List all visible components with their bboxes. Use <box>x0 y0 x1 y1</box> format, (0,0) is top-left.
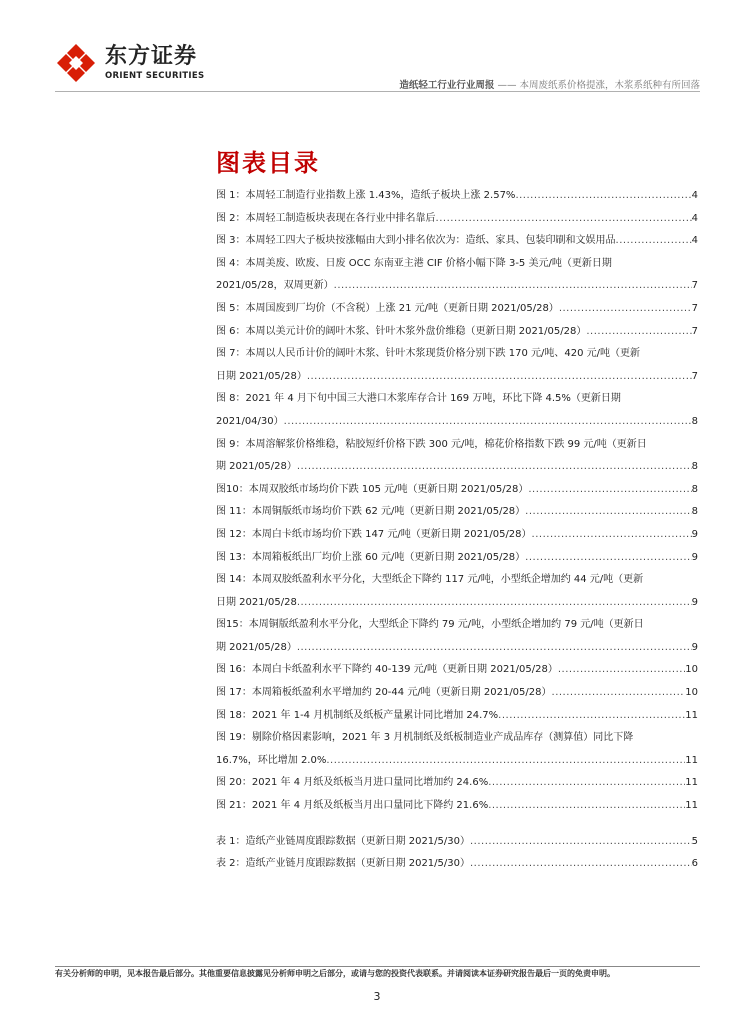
toc-leader-dots <box>515 185 691 208</box>
toc-leader-dots <box>436 208 692 231</box>
toc-leader-dots <box>498 705 685 728</box>
toc-entry-text: 图 16：本周白卡纸盈利水平下降约 40-139 元/吨（更新日期 2021/05/28） <box>216 664 558 676</box>
toc-entry-text: 图 5：本周国废到厂均价（不含税）上涨 21 元/吨（更新日期 2021/05/28） <box>216 302 559 314</box>
toc-entry-text: 表 1：造纸产业链周度跟踪数据（更新日期 2021/5/30） <box>216 835 470 847</box>
toc-entry-text: 图 20：2021 年 4 月纸及纸板当月进口量同比增加约 24.6% <box>216 777 489 789</box>
toc-leader-dots <box>470 853 692 876</box>
figure-list <box>216 185 698 818</box>
toc-entry[interactable] <box>216 524 698 547</box>
toc-entry-text: 图 21：2021 年 4 月纸及纸板当月出口量同比下降约 21.6% <box>216 800 489 812</box>
toc-entry[interactable] <box>216 434 698 479</box>
toc-leader-dots <box>334 275 692 298</box>
table-list <box>216 831 698 876</box>
toc-entry-text: 图 17：本周箱板纸盈利水平增加约 20-44 元/吨（更新日期 2021/05/28） <box>216 687 552 699</box>
toc-page-number: 10 <box>685 687 698 699</box>
toc-entry-line2: 期 2021/05/28） <box>216 461 297 473</box>
report-type: 造纸轻工行业行业周报 <box>399 80 495 91</box>
toc-page-number: 5 <box>691 835 698 847</box>
toc-entry[interactable] <box>216 547 698 570</box>
toc-page-number: 7 <box>691 302 698 314</box>
toc-entry-line2: 日期 2021/05/28 <box>216 596 297 608</box>
toc-leader-dots <box>297 592 692 615</box>
toc-entry-text: 图 12：本周白卡纸市场均价下跌 147 元/吨（更新日期 2021/05/28） <box>216 528 532 540</box>
toc-entry[interactable] <box>216 208 698 231</box>
toc-entry-line1: 图 9：本周溶解浆价格维稳，粘胶短纤价格下跌 300 元/吨，棉花价格指数下跌 99 元/吨（更新日 <box>216 438 647 450</box>
toc-entry-text: 图 18：2021 年 1-4 月机制纸及纸板产量累计同比增加 24.7% <box>216 709 499 721</box>
toc-page-number: 7 <box>691 280 698 292</box>
toc-entry[interactable] <box>216 185 698 208</box>
toc-leader-dots <box>488 795 685 818</box>
toc-entry[interactable] <box>216 388 698 433</box>
toc-entry-line1: 图 4：本周美废、欧废、日废 OCC 东南亚主港 CIF 价格小幅下降 3-5 美元/吨（更新日期 <box>216 257 612 269</box>
toc-entry[interactable] <box>216 569 698 614</box>
toc-leader-dots <box>558 659 685 682</box>
section-gap <box>216 818 698 831</box>
toc-entry[interactable] <box>216 727 698 772</box>
toc-page-number: 11 <box>685 754 698 766</box>
toc-page-number: 8 <box>691 483 698 495</box>
toc-entry-line1: 图 7：本周以人民币计价的阔叶木浆、针叶木浆现货价格分别下跌 170 元/吨、420 元/吨（更新 <box>216 348 640 360</box>
logo-chinese-name: 东方证券 <box>105 44 198 69</box>
toc-leader-dots <box>525 501 691 524</box>
toc-entry[interactable] <box>216 705 698 728</box>
toc-entry-line2: 2021/04/30） <box>216 415 284 427</box>
toc-entry-line2: 期 2021/05/28） <box>216 641 297 653</box>
page-number: 3 <box>373 990 381 1003</box>
toc-entry-line1: 图 14：本周双胶纸盈利水平分化，大型纸企下降约 117 元/吨，小型纸企增加约 44 元/吨（更新 <box>216 574 644 586</box>
toc-entry-line1: 图 8：2021 年 4 月下旬中国三大港口木浆库存合计 169 万吨，环比下降 4.5%（更新日期 <box>216 393 621 405</box>
toc-entry[interactable] <box>216 230 698 253</box>
toc-entry-line2: 16.7%，环比增加 2.0% <box>216 754 327 766</box>
toc-leader-dots <box>586 321 691 344</box>
toc-leader-dots <box>559 298 692 321</box>
toc-page-number: 9 <box>691 641 698 653</box>
toc-entry-text: 图 6：本周以美元计价的阔叶木浆、针叶木浆外盘价维稳（更新日期 2021/05/28） <box>216 325 587 337</box>
toc-page-number: 8 <box>691 506 698 518</box>
toc-entry-text: 图 2：本周轻工制造板块表现在各行业中排名靠后 <box>216 212 436 224</box>
toc-entry-line2: 2021/05/28，双周更新） <box>216 280 334 292</box>
toc-leader-dots <box>528 479 691 502</box>
toc-page-number: 11 <box>685 709 698 721</box>
toc-leader-dots <box>470 831 692 854</box>
toc-entry[interactable] <box>216 321 698 344</box>
report-subtitle: —— 本周废纸系价格提涨，木浆系纸种有所回落 <box>497 80 700 91</box>
toc-leader-dots <box>552 682 686 705</box>
toc-entry-line2: 日期 2021/05/28） <box>216 370 307 382</box>
toc-entry-line1: 图 19：剔除价格因素影响，2021 年 3 月机制纸及纸板制造业产成品库存（测算值）同比下降 <box>216 732 634 744</box>
toc-entry[interactable] <box>216 853 698 876</box>
toc-entry[interactable] <box>216 614 698 659</box>
table-of-figures <box>216 185 698 876</box>
toc-page-number: 4 <box>691 212 698 224</box>
toc-page-number: 10 <box>685 664 698 676</box>
toc-entry-text: 表 2：造纸产业链月度跟踪数据（更新日期 2021/5/30） <box>216 858 470 870</box>
toc-leader-dots <box>297 456 692 479</box>
toc-page-number: 8 <box>691 415 698 427</box>
toc-entry[interactable] <box>216 682 698 705</box>
toc-page-number: 4 <box>691 190 698 201</box>
toc-page-number: 11 <box>685 800 698 812</box>
toc-title: 图表目录 <box>216 149 320 177</box>
header-divider <box>55 91 700 92</box>
toc-entry-text: 图 13：本周箱板纸出厂均价上涨 60 元/吨（更新日期 2021/05/28） <box>216 551 526 563</box>
toc-leader-dots <box>532 524 692 547</box>
toc-entry[interactable] <box>216 253 698 298</box>
toc-page-number: 4 <box>691 235 698 247</box>
toc-entry-text: 图 11：本周铜版纸市场均价下跌 62 元/吨（更新日期 2021/05/28） <box>216 506 526 518</box>
toc-page-number: 9 <box>691 551 698 563</box>
toc-page-number: 11 <box>685 777 698 789</box>
toc-page-number: 9 <box>691 596 698 608</box>
toc-leader-dots <box>488 772 685 795</box>
toc-entry-line1: 图15：本周铜版纸盈利水平分化，大型纸企下降约 79 元/吨，小型纸企增加约 79 元/吨（更新日 <box>216 619 644 631</box>
toc-entry[interactable] <box>216 795 698 818</box>
toc-entry-text: 图 1：本周轻工制造行业指数上涨 1.43%，造纸子板块上涨 2.57% <box>216 190 516 201</box>
toc-entry-text: 图10：本周双胶纸市场均价下跌 105 元/吨（更新日期 2021/05/28） <box>216 483 529 495</box>
toc-entry[interactable] <box>216 298 698 321</box>
toc-page-number: 7 <box>691 325 698 337</box>
running-title <box>399 77 700 91</box>
toc-entry[interactable] <box>216 831 698 854</box>
toc-leader-dots <box>297 637 692 660</box>
toc-leader-dots <box>284 411 692 434</box>
toc-entry[interactable] <box>216 479 698 502</box>
toc-leader-dots <box>616 230 692 253</box>
toc-leader-dots <box>525 547 691 570</box>
toc-entry[interactable] <box>216 772 698 795</box>
logo-english-name: ORIENT SECURITIES <box>105 71 205 81</box>
toc-entry[interactable] <box>216 501 698 524</box>
toc-leader-dots <box>307 366 692 389</box>
toc-page-number: 6 <box>691 858 698 870</box>
toc-page-number: 9 <box>691 528 698 540</box>
footer-divider <box>55 966 700 967</box>
orient-logo-icon <box>55 42 97 84</box>
toc-page-number: 8 <box>691 461 698 473</box>
company-logo <box>55 42 204 84</box>
toc-entry[interactable] <box>216 659 698 682</box>
toc-entry-text: 图 3：本周轻工四大子板块按涨幅由大到小排名依次为：造纸、家具、包装印刷和文娱用品 <box>216 235 616 247</box>
toc-leader-dots <box>326 750 685 773</box>
footer-disclaimer: 有关分析师的申明，见本报告最后部分。其他重要信息披露见分析师申明之后部分，或请与您的投资代表联系。并请阅读本证券研究报告最后一页的免责申明。 <box>55 969 615 978</box>
toc-page-number: 7 <box>691 370 698 382</box>
toc-entry[interactable] <box>216 343 698 388</box>
